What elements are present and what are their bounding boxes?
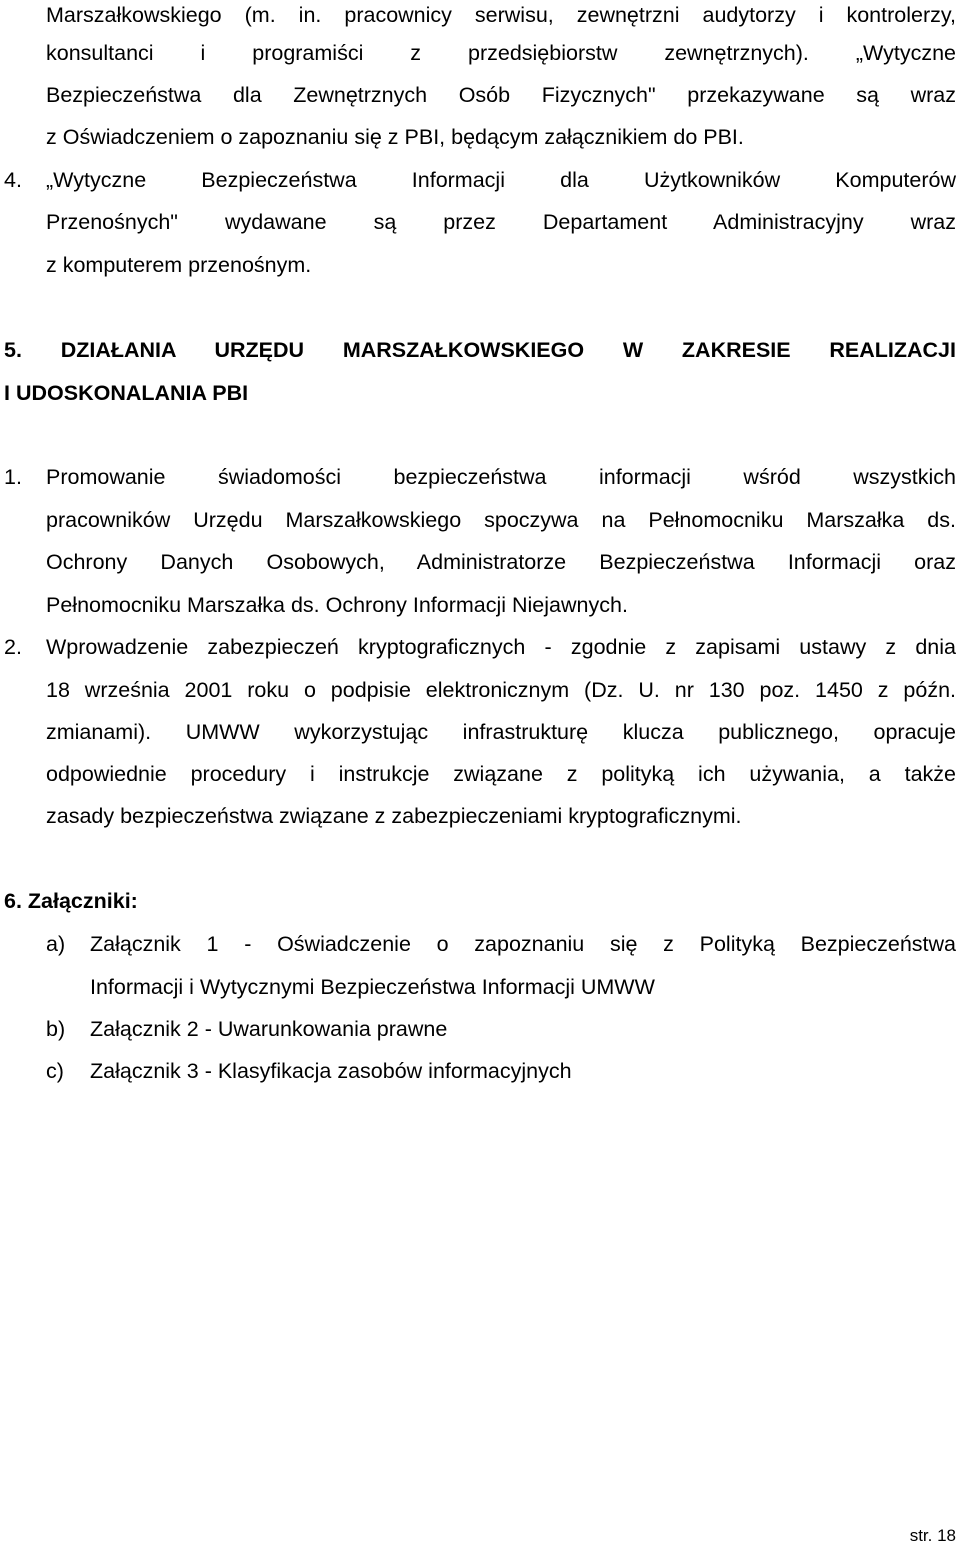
text-line: Pełnomocniku Marszałka ds. Ochrony Informacji Niejawnych. <box>46 593 628 617</box>
text-line: z komputerem przenośnym. <box>46 253 312 277</box>
text-line: z Oświadczeniem o zapoznaniu się z PBI, będącym załącznikiem do PBI. <box>46 125 744 149</box>
heading-line: I UDOSKONALANIA PBI <box>4 381 249 405</box>
text-line: „Wytyczne Bezpieczeństwa Informacji dla Użytkowników Komputerów <box>46 168 956 192</box>
text-line: odpowiednie procedury i instrukcje związane z polityką ich używania, a także <box>46 762 956 786</box>
text-line: Promowanie świadomości bezpieczeństwa informacji wśród wszystkich <box>46 465 956 489</box>
attachment-letter: b) <box>46 1017 66 1041</box>
text-line: 18 września 2001 roku o podpisie elektronicznym (Dz. U. nr 130 poz. 1450 z późn. <box>46 678 956 702</box>
section-6-heading: 6. Załączniki: <box>4 889 138 913</box>
list-number: 1. <box>4 465 22 489</box>
text-line: Bezpieczeństwa dla Zewnętrznych Osób Fizycznych" przekazywane są wraz <box>46 83 956 107</box>
text-line: konsultanci i programiści z przedsiębiorstw zewnętrznych). „Wytyczne <box>46 41 956 65</box>
attachment-letter: a) <box>46 932 66 956</box>
attachment-text: Załącznik 3 - Klasyfikacja zasobów informacyjnych <box>90 1059 572 1083</box>
list-number: 2. <box>4 635 22 659</box>
heading-line: 5. DZIAŁANIA URZĘDU MARSZAŁKOWSKIEGO W ZAKRESIE REALIZACJI <box>4 338 956 362</box>
page-number: str. 18 <box>909 1526 956 1545</box>
attachment-text: Załącznik 1 - Oświadczenie o zapoznaniu się z Polityką Bezpieczeństwa <box>90 932 956 956</box>
attachment-text: Załącznik 2 - Uwarunkowania prawne <box>90 1017 448 1041</box>
text-line: pracowników Urzędu Marszałkowskiego spoczywa na Pełnomocniku Marszałka ds. <box>46 508 956 532</box>
attachment-text: Informacji i Wytycznymi Bezpieczeństwa Informacji UMWW <box>90 975 655 999</box>
text-line: Wprowadzenie zabezpieczeń kryptograficznych - zgodnie z zapisami ustawy z dnia <box>46 635 956 659</box>
text-line: zasady bezpieczeństwa związane z zabezpieczeniami kryptograficznymi. <box>46 804 742 828</box>
text-line: Marszałkowskiego (m. in. pracownicy serwisu, zewnętrzni audytorzy i kontrolerzy, <box>46 3 956 27</box>
text-line: Ochrony Danych Osobowych, Administratorze Bezpieczeństwa Informacji oraz <box>46 550 956 574</box>
list-number: 4. <box>4 168 22 192</box>
text-line: Przenośnych" wydawane są przez Departament Administracyjny wraz <box>46 210 956 234</box>
attachment-letter: c) <box>46 1059 64 1083</box>
text-line: zmianami). UMWW wykorzystując infrastrukturę klucza publicznego, opracuje <box>46 720 956 744</box>
